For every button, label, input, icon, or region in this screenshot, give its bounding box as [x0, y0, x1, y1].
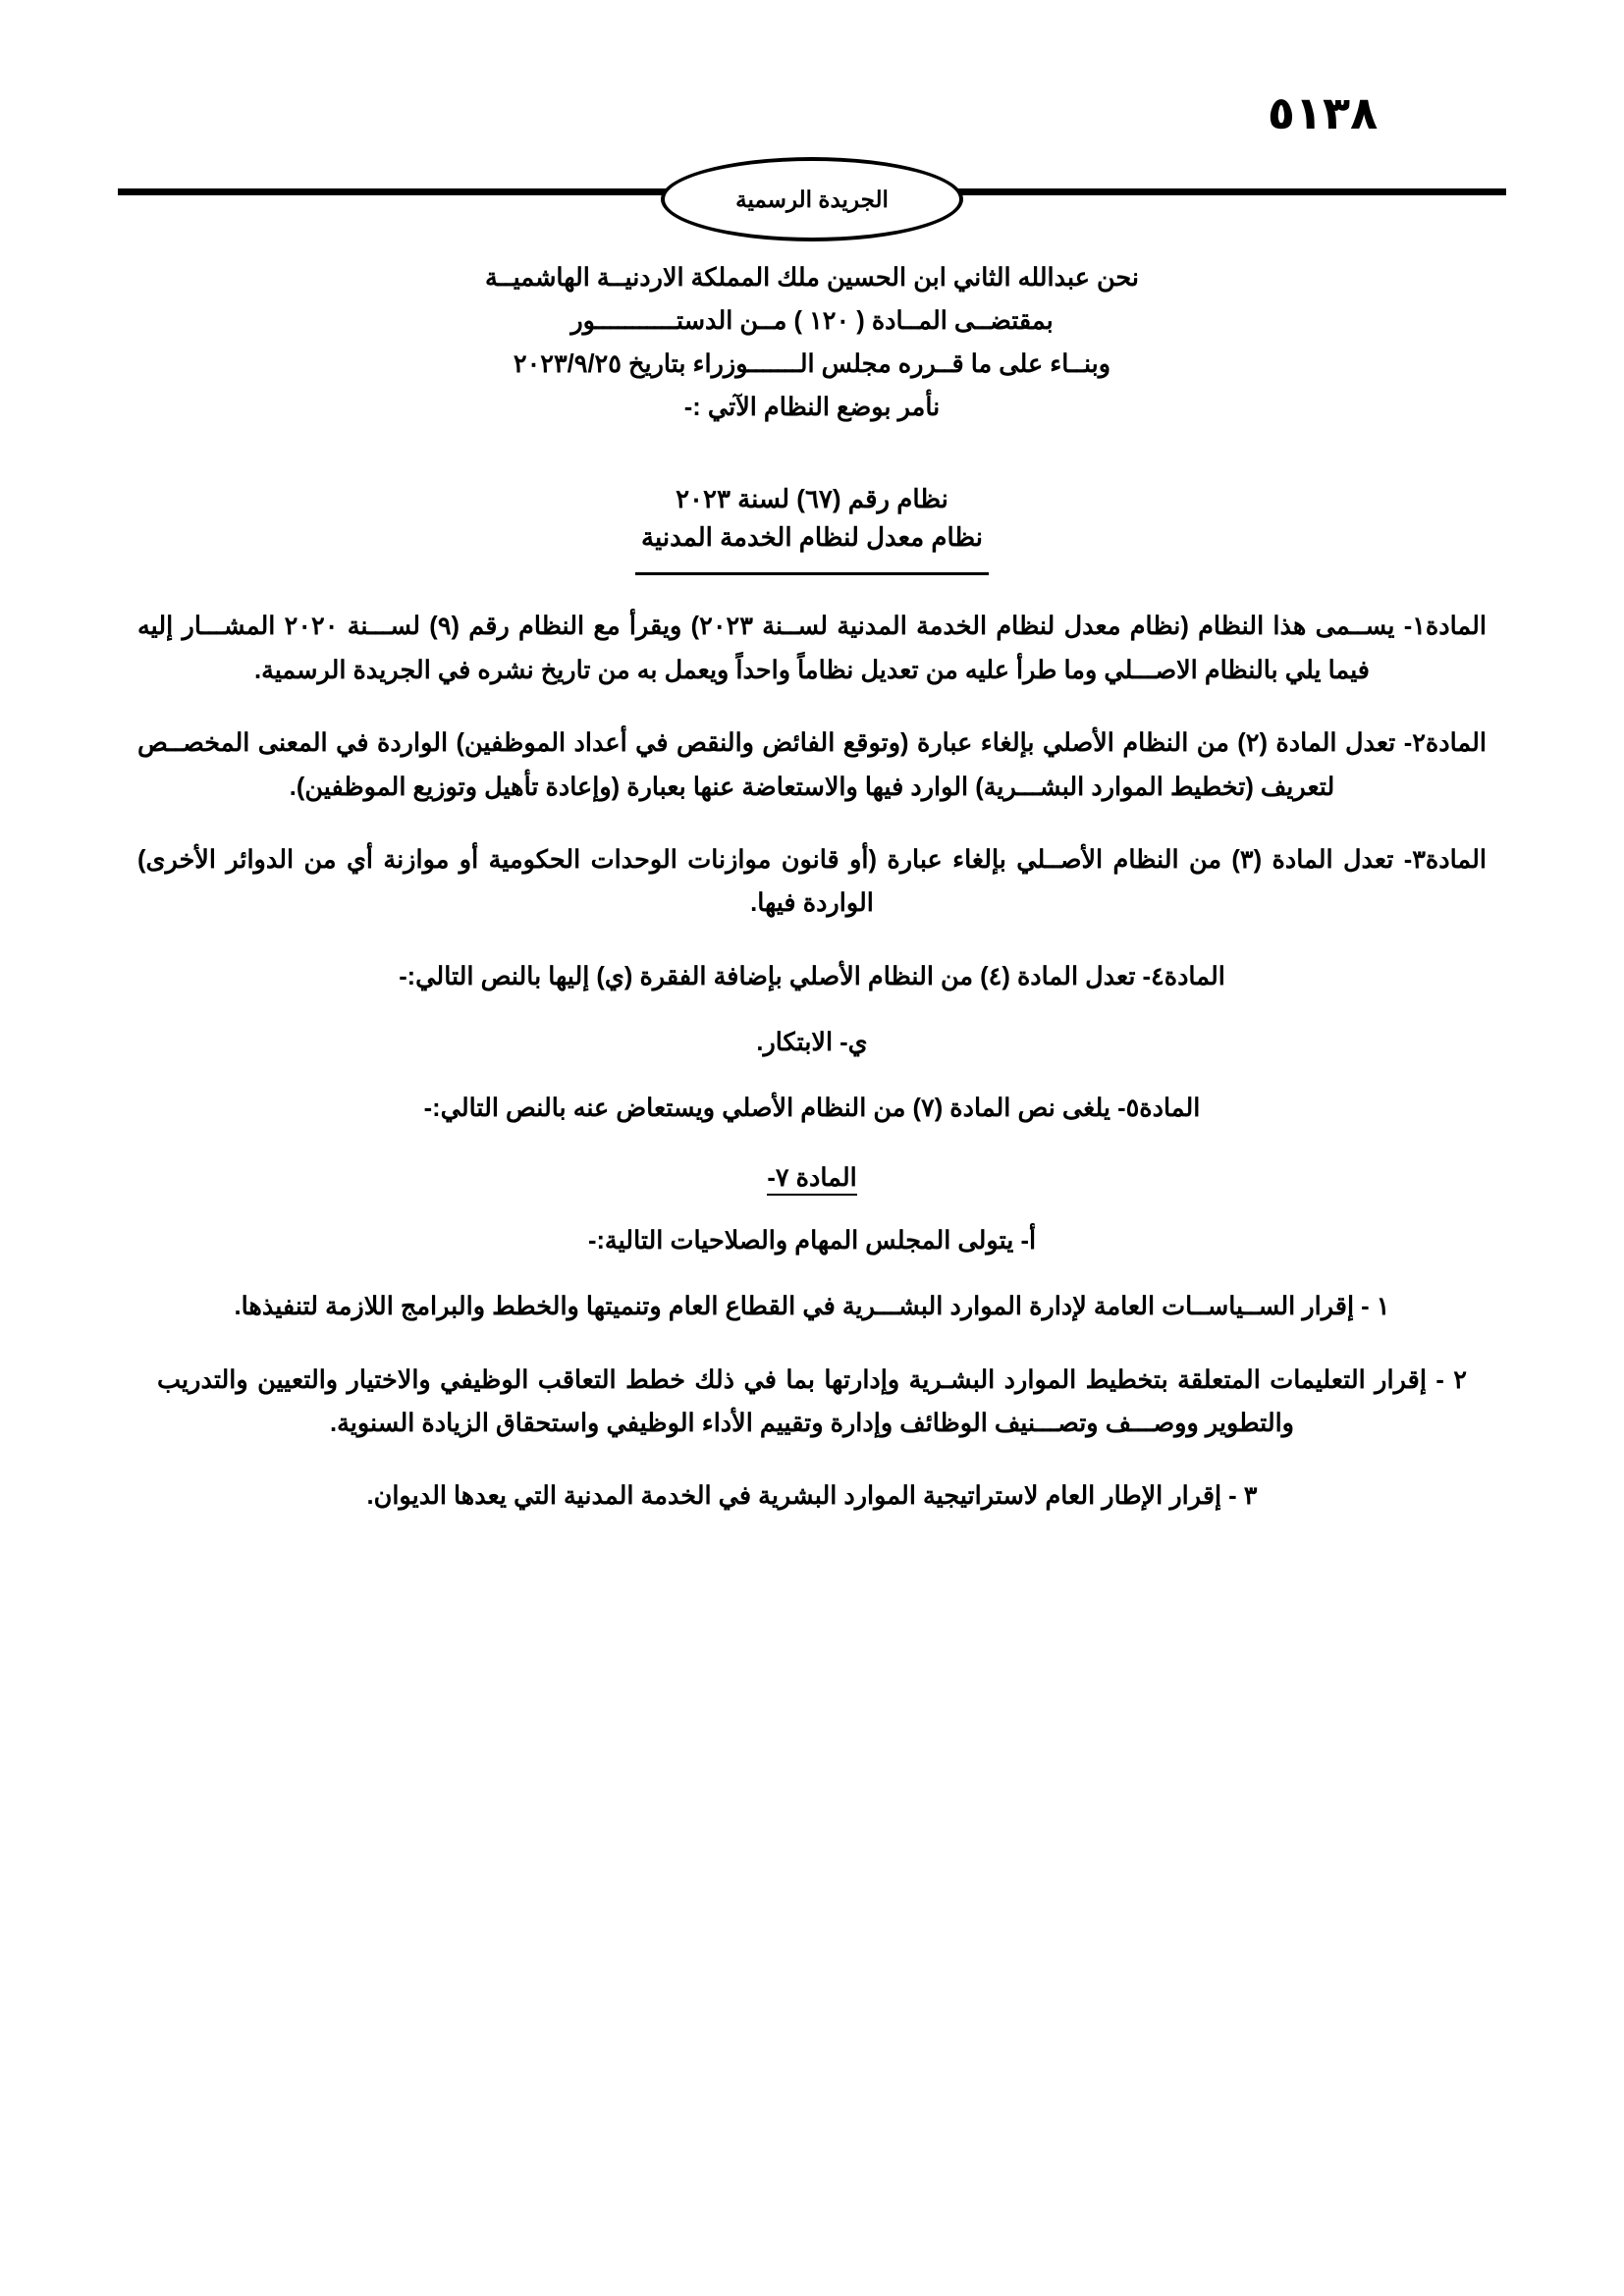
gazette-label: الجريدة الرسمية — [735, 186, 889, 212]
preamble-line-3: وبنــاء على ما قــرره مجلس الـــــــوزراء بتاريخ ٢٠٢٣/٩/٢٥ — [513, 349, 1111, 378]
replacement-heading-text: المادة ٧- — [767, 1164, 856, 1196]
page-number — [0, 86, 1624, 139]
header-band — [118, 157, 1506, 236]
clause-1: ١ - إقرار الســياســات العامة لإدارة الموارد البشـــرية في القطاع العام وتنميتها والخطط والبرامج اللازمة لتنفيذها. — [234, 1293, 1390, 1321]
replacement-heading — [137, 1163, 1487, 1193]
article-3: المادة٣- تعدل المادة (٣) من النظام الأصــلي بإلغاء عبارة (أو قانون موازنات الوحدات الحكومية أو موازنة أي من الدوائر الأخرى) الواردة فيها. — [137, 845, 1487, 918]
clause-2: ٢ - إقرار التعليمات المتعلقة بتخطيط الموارد البشـرية وإدارتها بما في ذلك خطط التعاقب الوظيفي والاختيار والتعيين والتدريب والتطوير ووصـــف وتصـــنيف الوظائف وإدارة وتقييم الأداء الوظيفي واستحقاق الزيادة السنوية. — [157, 1365, 1467, 1438]
article-4: المادة٤- تعدل المادة (٤) من النظام الأصلي بإضافة الفقرة (ي) إليها بالنص التالي:- — [399, 962, 1225, 990]
gazette-badge — [661, 157, 963, 241]
article-5: المادة٥- يلغى نص المادة (٧) من النظام الأصلي ويستعاض عنه بالنص التالي:- — [423, 1094, 1201, 1122]
regulation-title-line-2: نظام معدل لنظام الخدمة المدنية — [641, 522, 983, 553]
preamble-line-1: نحن عبدالله الثاني ابن الحسين ملك المملكة الاردنيــة الهاشميــة — [485, 264, 1139, 292]
clause-3: ٣ - إقرار الإطار العام لاستراتيجية الموارد البشرية في الخدمة المدنية التي يعدها الديوان. — [366, 1482, 1258, 1511]
article-1: المادة١- يســمى هذا النظام (نظام معدل لنظام الخدمة المدنية لســنة ٢٠٢٣) ويقرأ مع النظام رقم (٩) لســـنة ٢٠٢٠ المشـــار إليه فيما يلي بالنظام الاصـــلي وما طرأ عليه من تعديل نظاماً واحداً ويعمل به من تاريخ نشره في الجريدة الرسمية. — [137, 613, 1487, 684]
preamble-line-2: بمقتضــى المــادة ( ١٢٠ ) مــن الدستـــــــــــور — [570, 306, 1054, 335]
article-2: المادة٢- تعدل المادة (٢) من النظام الأصلي بإلغاء عبارة (وتوقع الفائض والنقص في أعداد الموظفين) الواردة في المعنى المخصــص لتعريف (تخطيط الموارد البشـــرية) الوارد فيها والاستعاضة عنها بعبارة (وإعادة تأهيل وتوزيع الموظفين). — [137, 729, 1487, 801]
replacement-paragraph-a: أ- يتولى المجلس المهام والصلاحيات التالية:- — [587, 1227, 1037, 1255]
regulation-title-line-1: نظام رقم (٦٧) لسنة ٢٠٢٣ — [676, 484, 948, 514]
regulation-title — [137, 480, 1487, 575]
title-divider — [635, 572, 989, 575]
document-content — [137, 257, 1487, 1519]
page-number-value: ٥١٣٨ — [1267, 86, 1379, 139]
royal-preamble — [137, 257, 1487, 429]
article-4-item-y: ي- الابتكار. — [756, 1028, 868, 1056]
preamble-line-4: نأمر بوضع النظام الآتي :- — [683, 393, 941, 421]
